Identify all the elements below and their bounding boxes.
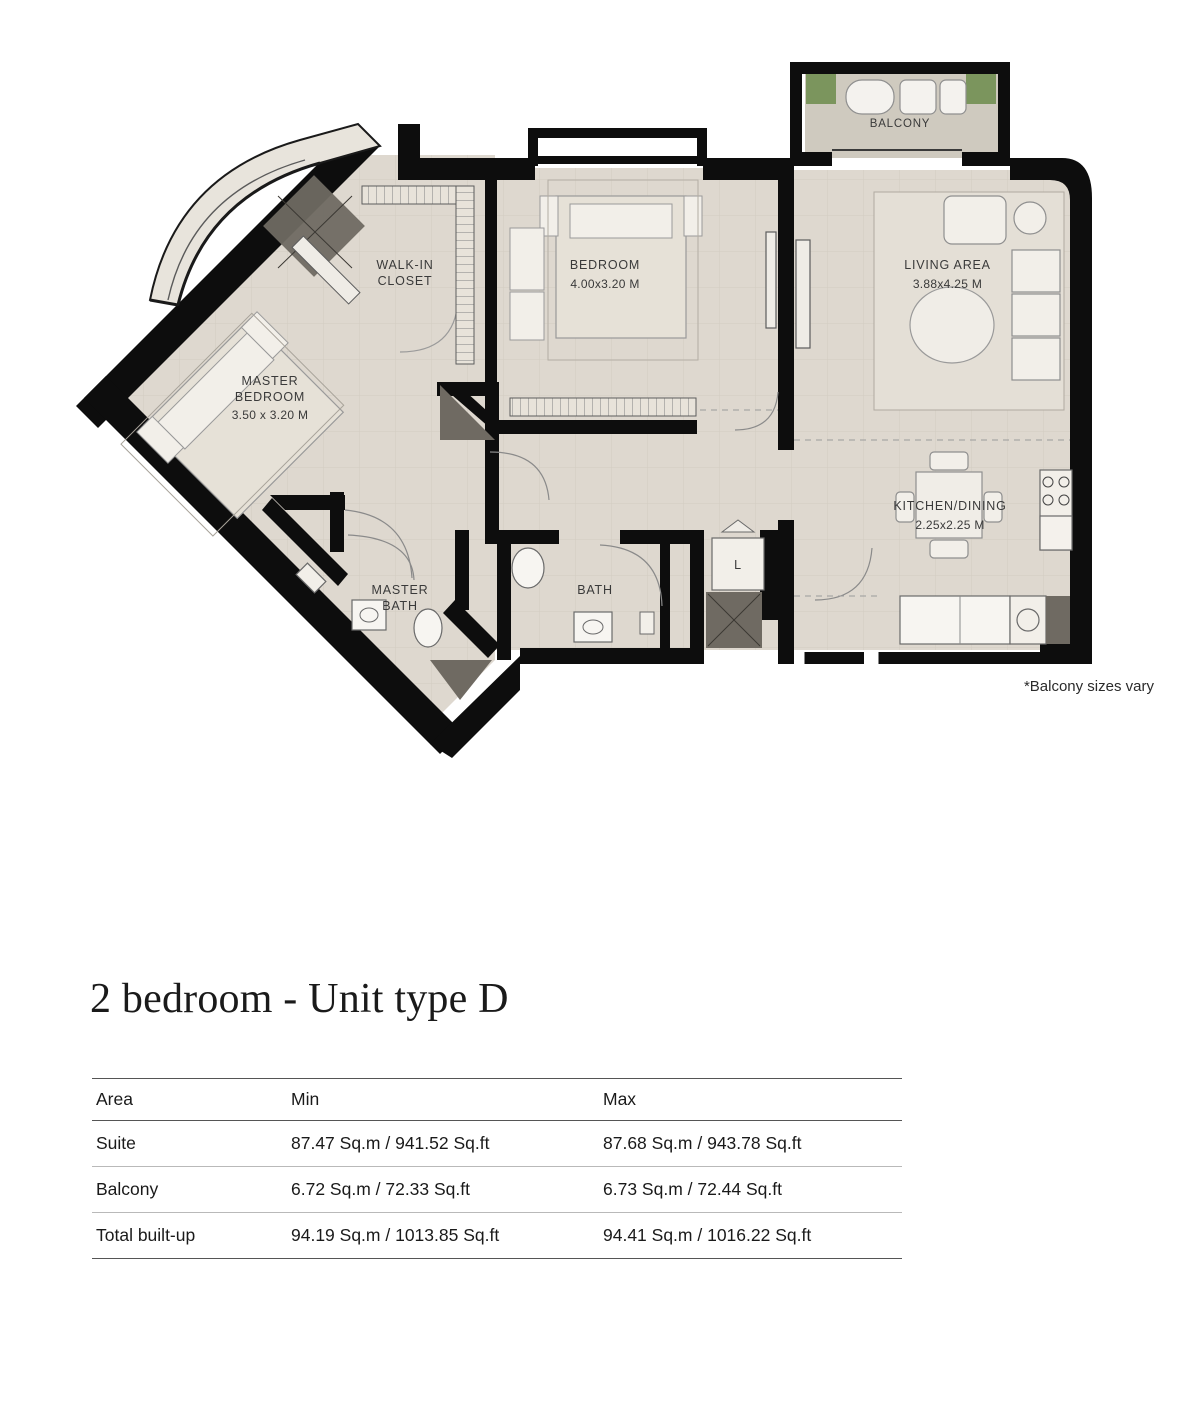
cell-min: 87.47 Sq.m / 941.52 Sq.ft xyxy=(287,1121,599,1167)
cell-max: 6.73 Sq.m / 72.44 Sq.ft xyxy=(599,1167,902,1213)
cell-min: 6.72 Sq.m / 72.33 Sq.ft xyxy=(287,1167,599,1213)
cell-area: Total built-up xyxy=(92,1213,287,1259)
room-dim-living-area: 3.88x4.25 M xyxy=(912,277,983,291)
room-label-bedroom: BEDROOM xyxy=(569,258,641,272)
table-row xyxy=(92,1121,902,1167)
table-row xyxy=(92,1213,902,1259)
cell-area: Suite xyxy=(92,1121,287,1167)
room-label-laundry: L xyxy=(734,558,742,572)
cell-max: 94.41 Sq.m / 1016.22 Sq.ft xyxy=(599,1213,902,1259)
room-dim-bedroom: 4.00x3.20 M xyxy=(570,277,640,291)
room-label-walk-in-closet: WALK-IN CLOSET xyxy=(376,258,434,288)
room-label-bath: BATH xyxy=(577,583,613,597)
room-label-master-bath: MASTER BATH xyxy=(371,583,429,613)
table-header-row xyxy=(92,1079,902,1121)
cell-min: 94.19 Sq.m / 1013.85 Sq.ft xyxy=(287,1213,599,1259)
room-label-balcony: BALCONY xyxy=(869,118,931,130)
master-bath-fixtures xyxy=(290,520,460,650)
table-row xyxy=(92,1167,902,1213)
area-table xyxy=(92,1078,902,1259)
room-dim-master-bedroom: 3.50 x 3.20 M xyxy=(231,408,309,422)
balcony-note: *Balcony sizes vary xyxy=(1023,678,1154,695)
room-dim-kitchen-dining: 2.25x2.25 M xyxy=(915,518,985,532)
page-title: 2 bedroom - Unit type D xyxy=(90,976,509,1022)
column-header-max: Max xyxy=(599,1079,902,1121)
column-header-area: Area xyxy=(92,1079,287,1121)
room-label-master-bedroom: MASTER BEDROOM xyxy=(234,374,306,404)
cell-max: 87.68 Sq.m / 943.78 Sq.ft xyxy=(599,1121,902,1167)
cell-area: Balcony xyxy=(92,1167,287,1213)
room-label-living-area: LIVING AREA xyxy=(904,258,991,272)
room-label-kitchen-dining: KITCHEN/DINING xyxy=(893,499,1007,513)
column-header-min: Min xyxy=(287,1079,599,1121)
